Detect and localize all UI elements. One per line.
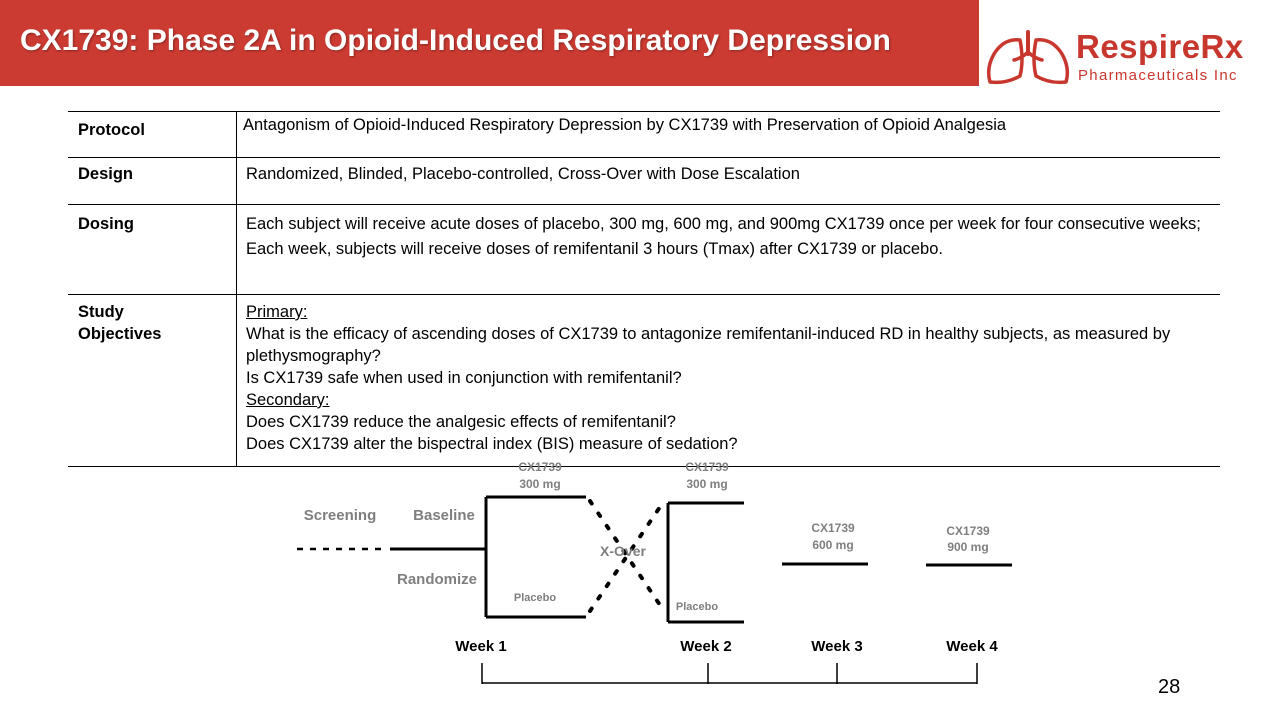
- dosing-line-2: Each week, subjects will receive doses of remifentanil 3 hours (Tmax) after CX1739 or placebo.: [246, 240, 943, 258]
- week3-dose-label: 600 mg: [812, 538, 854, 552]
- lungs-icon: [984, 30, 1072, 86]
- table-row-protocol: [68, 112, 1220, 158]
- company-logo: [984, 26, 1274, 86]
- row-content-design: Randomized, Blinded, Placebo-controlled, Cross-Over with Dose Escalation: [237, 158, 1221, 205]
- page-number: 28: [1158, 676, 1181, 698]
- week4-dose-label: 900 mg: [947, 540, 989, 554]
- study-design-diagram: [0, 440, 1280, 700]
- row-content-protocol: Antagonism of Opioid-Induced Respiratory Depression by CX1739 with Preservation of Opioid Analgesia: [237, 112, 1221, 158]
- week-label-4: Week 4: [946, 638, 998, 655]
- logo-name: RespireRx: [1076, 28, 1244, 65]
- secondary-objective-1: Does CX1739 reduce the analgesic effects of remifentanil?: [246, 413, 676, 431]
- xover-label: X-Over: [600, 543, 646, 559]
- row-label-design: Design: [68, 158, 237, 205]
- primary-objective-2: Is CX1739 safe when used in conjunction with remifentanil?: [246, 369, 682, 387]
- row-label-dosing: Dosing: [68, 205, 237, 295]
- row-label-protocol: Protocol: [68, 112, 237, 158]
- secondary-objective-2: Does CX1739 alter the bispectral index (BIS) measure of sedation?: [246, 435, 738, 453]
- table-row-design: [68, 158, 1220, 205]
- week1-dose-label: 300 mg: [519, 477, 561, 491]
- row-content-dosing: [237, 205, 1221, 295]
- week2-placebo-label: Placebo: [675, 601, 719, 613]
- logo-subtitle: Pharmaceuticals Inc: [1078, 67, 1238, 84]
- primary-objective-1: What is the efficacy of ascending doses of CX1739 to antagonize remifentanil-induced RD in healthy subjects, as measured by plethysmography?: [246, 325, 1171, 365]
- primary-heading: Primary:: [246, 303, 308, 321]
- week1-placebo-label: Placebo: [513, 592, 557, 604]
- protocol-table: [68, 111, 1220, 467]
- week3-drug-label: CX1739: [811, 521, 855, 535]
- week1-drug-label: CX1739: [518, 460, 562, 474]
- week-label-1: Week 1: [455, 638, 507, 655]
- randomize-label: Randomize: [396, 571, 478, 588]
- week-label-3: Week 3: [811, 638, 863, 655]
- week2-drug-label: CX1739: [685, 460, 729, 474]
- page-title: CX1739: Phase 2A in Opioid-Induced Respiratory Depression: [20, 24, 891, 57]
- secondary-heading: Secondary:: [246, 391, 330, 409]
- objectives-label-line-1: Study: [78, 303, 124, 321]
- baseline-label: Baseline: [413, 507, 475, 524]
- header-bar: [0, 0, 979, 86]
- table-row-dosing: [68, 205, 1220, 295]
- week-label-2: Week 2: [680, 638, 732, 655]
- week4-drug-label: CX1739: [946, 524, 990, 538]
- screening-label: Screening: [303, 507, 377, 524]
- week2-dose-label: 300 mg: [686, 477, 728, 491]
- objectives-label-line-2: Objectives: [78, 325, 162, 343]
- dosing-line-1: Each subject will receive acute doses of placebo, 300 mg, 600 mg, and 900mg CX1739 once per week for four consecutive weeks;: [246, 215, 1201, 233]
